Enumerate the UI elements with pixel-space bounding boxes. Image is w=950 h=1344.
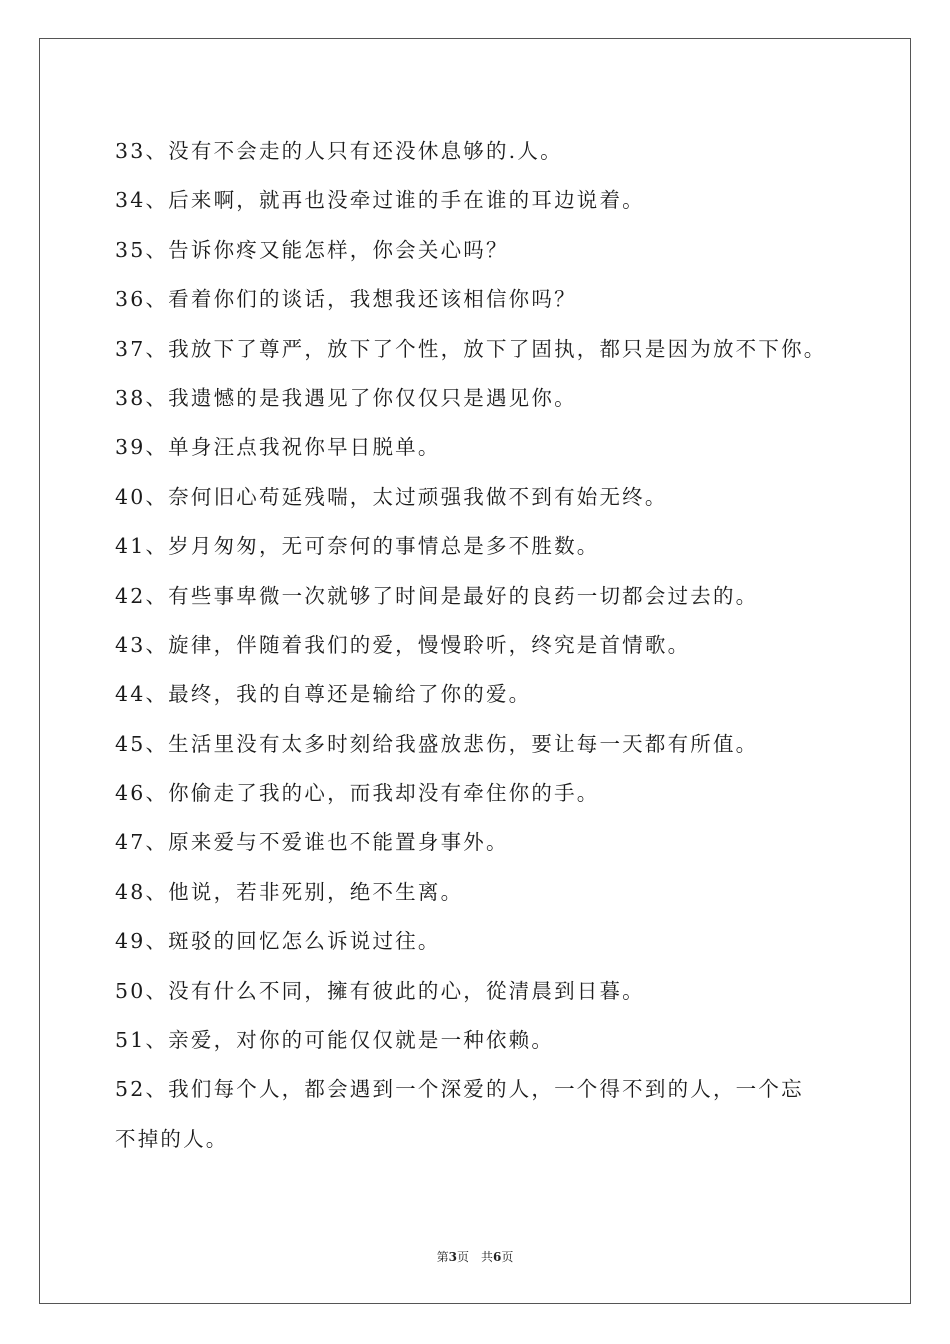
quote-line: 37、我放下了尊严，放下了个性，放下了固执，都只是因为放不下你。 (115, 336, 827, 361)
quote-line: 43、旋律，伴随着我们的爱，慢慢聆听，终究是首情歌。 (115, 632, 691, 657)
quote-line: 51、亲爱，对你的可能仅仅就是一种依赖。 (115, 1028, 555, 1053)
quote-line: 41、岁月匆匆，无可奈何的事情总是多不胜数。 (115, 534, 600, 559)
total-pages-suffix: 页 (501, 1250, 514, 1264)
quote-line: 45、生活里没有太多时刻给我盛放悲伤，要让每一天都有所值。 (115, 731, 759, 756)
quote-line: 49、斑驳的回忆怎么诉说过往。 (115, 929, 441, 954)
current-page-number: 3 (448, 1250, 457, 1264)
page-number-prefix: 第 (436, 1250, 449, 1264)
quote-line: 36、看着你们的谈话，我想我还该相信你吗？ (115, 287, 577, 312)
total-pages-number: 6 (493, 1250, 502, 1264)
total-pages-prefix: 共 (481, 1250, 494, 1264)
quote-line: 39、单身汪点我祝你早日脱单。 (115, 435, 441, 460)
quote-line: 40、奈何旧心苟延残喘，太过顽强我做不到有始无终。 (115, 484, 668, 509)
quote-list (115, 128, 845, 1165)
quote-line: 38、我遗憾的是我遇见了你仅仅只是遇见你。 (115, 385, 577, 410)
quote-line: 34、后来啊，就再也没牵过谁的手在谁的耳边说着。 (115, 188, 645, 213)
quote-line: 46、你偷走了我的心，而我却没有牵住你的手。 (115, 781, 600, 806)
quote-line: 35、告诉你疼又能怎样，你会关心吗？ (115, 237, 509, 262)
quote-line-continuation: 不掉的人。 (115, 1126, 229, 1151)
page-footer (0, 1248, 950, 1265)
quote-line: 33、没有不会走的人只有还没休息够的.人。 (115, 139, 563, 163)
page-number-suffix: 页 (456, 1250, 469, 1264)
quote-line: 42、有些事卑微一次就够了时间是最好的良药一切都会过去的。 (115, 583, 759, 608)
quote-line: 47、原来爱与不爱谁也不能置身事外。 (115, 830, 509, 855)
quote-line: 44、最终，我的自尊还是输给了你的爱。 (115, 682, 532, 707)
quote-line: 48、他说，若非死别，绝不生离。 (115, 879, 464, 904)
quote-line: 52、我们每个人，都会遇到一个深爱的人，一个得不到的人，一个忘 (115, 1077, 804, 1102)
quote-line: 50、没有什么不同，擁有彼此的心，從清晨到日暮。 (115, 978, 645, 1003)
